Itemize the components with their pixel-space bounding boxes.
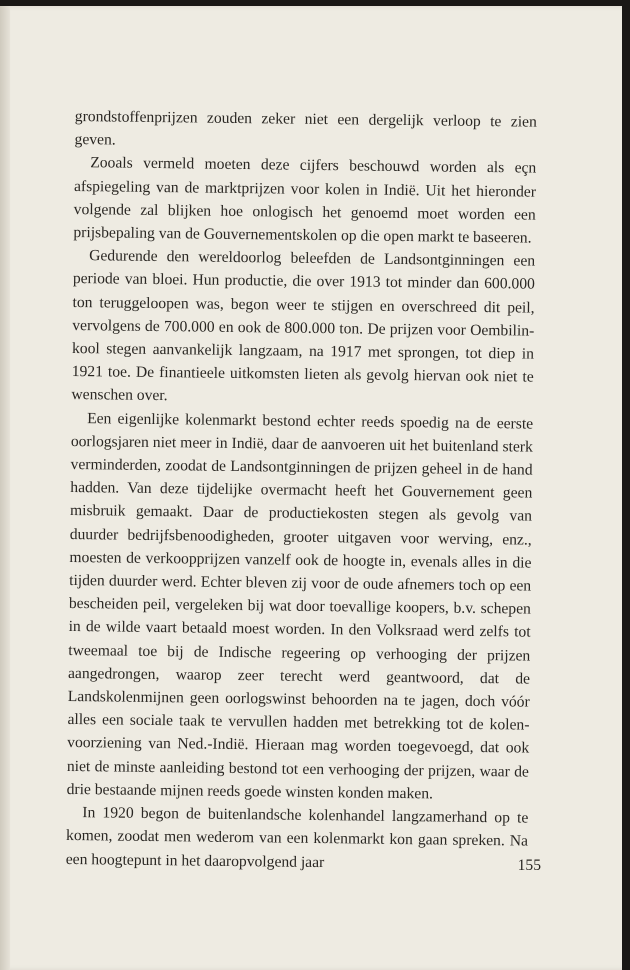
page-number: 155: [517, 857, 541, 874]
paragraph-5: In 1920 begon de buitenlandsche kolenhandel langzamerhand op te komen, zoodat men wederom van een kolenmarkt kon gaan spreken. Na een hoogtepunt in het daaropvolgend jaar: [65, 804, 529, 871]
book-page: [0, 6, 622, 970]
paragraph-3: Gedurende den wereldoorlog beleefden de Landsontginningen een periode van bloei. Hun productie, die over 1913 tot minder dan 600.000 ton teruggeloopen was, begon weer te stijgen en overschreed dit peil, vervolgens de 700.000 en ook de 800.000 ton. De prijzen voor Oembilin-kool stegen aanvankelijk langzaam, na 1917 met sprongen, tot diep in 1921 toe. De finantieele uitkomsten lieten als gevolg hiervan ook niet te wenschen over.: [71, 247, 536, 405]
paragraph-4: Een eigenlijke kolenmarkt bestond echter reeds spoedig na de eerste oorlogsjaren niet meer in Indië, daar de aanvoeren uit het buitenland sterk verminderden, zoodat de Landsontginningen de prijzen geheel in de hand hadden. Van deze tijdelijke overmacht heeft het Gouvernement geen misbruik gemaakt. Daar de productiekosten stegen als gevolg van duurder bedrijfsbenoodigheden, grooter uitgaven voor werving, enz., moesten de verkoopprijzen vanzelf ook de hoogte in, evenals alles in die tijden duurder werd. Echter bleven zij voor de oude afnemers toch op een bescheiden peil, vergeleken bij wat door toevallige koopers, b.v. schepen in de wilde vaart betaald moest worden. In den Volksraad werd zelfs tot tweemaal toe bij de Indische regeering op verhooging der prijzen aangedrongen, waarop zeer terecht werd geantwoord, dat de Landskolenmijnen geen oorlogswinst behoorden na te jagen, doch vóór alles een sociale taak te vervullen hadden met betrekking tot de kolenvoorziening van Ned.-Indië. Hieraan mag worden toegevoegd, dat ook niet de minste aanleiding bestond tot een verhooging der prijzen, waar de drie bestaande mijnen reeds goede winsten konden maken.: [66, 409, 534, 803]
paragraph-2: Zooals vermeld moeten deze cijfers beschouwd worden als eçn afspiegeling van de marktprijzen voor kolen in Indië. Uit het hieronder volgende zal blijken hoe onlogisch het genoemd moet worden een prijsbepaling van de Gouvernementskolen op die open markt te baseeren.: [73, 154, 537, 247]
page-gutter-shadow: [0, 6, 10, 970]
paragraph-1: grondstoffenprijzen zouden zeker niet een dergelijk verloop te zien geven.: [74, 107, 537, 149]
body-text: [66, 105, 537, 876]
